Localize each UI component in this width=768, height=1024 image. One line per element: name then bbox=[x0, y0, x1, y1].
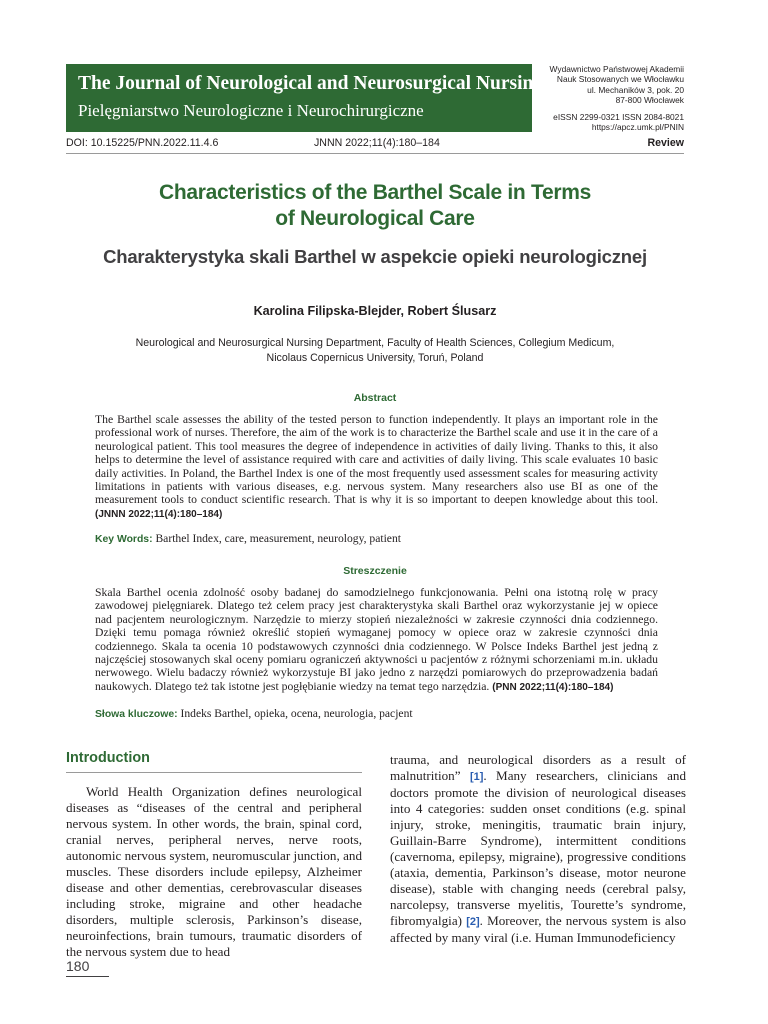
keywords: Barthel Index, care, measurement, neurology, patient bbox=[155, 532, 401, 545]
introduction-heading: Introduction bbox=[66, 750, 150, 766]
reference-link[interactable]: [2] bbox=[466, 916, 480, 928]
streszczenie-body: Skala Barthel ocenia zdolność osoby badanej do samodzielnego funkcjonowania. Pełni ona istotną rolę w pracy zawodowej pielęgniarek. Dlatego też celem pracy jest charakterystyka skali Barthel oraz wykorzystanie jej w opiece nad pacjentem neurologicznym. Narzędzie to mierzy stopień niezależności w zakresie czynności dnia codziennego. Dzięki temu pomaga również określić stopień wymaganej pomocy w opiece oraz w zakresie czynności dnia codziennego. Skala ta ocenia 10 podstawowych czynności dnia codziennego. W Polsce Indeks Barthel jest jedną z najczęściej stosowanych skal oceny pomiaru ograniczeń aktywności u pacjentów z różnymi schorzeniami m.in. układu nerwowego. Wielu badaczy również wykorzystuje BI jako jedno z narzędzi pomiarowych do przeprowadzenia badań naukowych. Dlatego też tak istotne jest pogłębianie wiedzy na temat tego narzędzia. bbox=[95, 586, 658, 693]
article-title bbox=[66, 180, 684, 232]
journal-url[interactable]: https://apcz.umk.pl/PNIN bbox=[591, 122, 684, 133]
publisher-line: Wydawnictwo Państwowej Akademii bbox=[549, 64, 684, 74]
doi[interactable]: DOI: 10.15225/PNN.2022.11.4.6 bbox=[66, 137, 219, 149]
journal-subtitle: Pielęgniarstwo Neurologiczne i Neurochirurgiczne bbox=[78, 101, 424, 120]
keywords-label-pl: Słowa kluczowe: bbox=[95, 709, 178, 720]
article-title-polish: Charakterystyka skali Barthel w aspekcie opieki neurologicznej bbox=[103, 246, 647, 267]
abstract-body: The Barthel scale assesses the ability of the tested person to function independently. It plays an important role in the professional work of nurses. Therefore, the aim of the work is to characterize the Barthel scale and use it in the care of a neurological patient. This tool measures the degree of independence in activities of daily living. Thanks to this, it also helps to determine the level of assistance required with care and activities of daily living. This scale evaluates 10 basic daily activities. In Poland, the Barthel Index is one of the most frequently used assessment scales for measuring activity limitations in patients with various diseases, e.g. nervous system. Many researchers also use BI as one of the measurement tools to conduct scientific research. That is why it is so important to deepen knowledge about this tool. bbox=[95, 413, 658, 507]
introduction-left-column: World Health Organization defines neurological diseases as “diseases of the central and peripheral nervous system. In other words, the brain, spinal cord, cranial nerves, peripheral nerves, nerve roots, autonomic nervous system, neuromuscular junction, and muscles. These disorders include epilepsy, Alzheimer disease and other dementias, cerebrovascular diseases including stroke, migraine and other headache disorders, multiple sclerosis, Parkinson’s disease, neuroinfections, brain tumours, traumatic disorders of the nervous system due to head bbox=[66, 784, 362, 959]
intro-text: . Many researchers, clinicians and doctors promote the division of neurological diseases into 4 categories: sudden onset conditions (e.g. spinal injury, stroke, meningitis, traumatic brain injury, Guillain-Barre Syndrome), intermittent conditions (cavernoma, epilepsy, migraine), progressive conditions (ataxia, dementia, Parkinson’s disease, motor neurone disease), stable with changing needs (cerebral palsy, narcolepsy, transverse myelitis, Tourette’s syndrome, fibromyalgia) bbox=[390, 768, 686, 928]
streszczenie-keywords bbox=[95, 707, 658, 722]
abstract-heading: Abstract bbox=[353, 392, 397, 404]
page-number: 180 bbox=[66, 958, 90, 974]
article-type: Review bbox=[647, 137, 684, 149]
abstract-keywords bbox=[95, 532, 658, 547]
meta-bar bbox=[66, 136, 684, 154]
affiliation-line: Nicolaus Copernicus University, Toruń, Poland bbox=[266, 351, 484, 364]
authors: Karolina Filipska-Blejder, Robert Ślusarz bbox=[253, 304, 497, 318]
abstract-text bbox=[95, 413, 658, 521]
streszczenie-heading: Streszczenie bbox=[343, 565, 407, 577]
affiliation-line: Neurological and Neurosurgical Nursing Department, Faculty of Health Sciences, Collegium Medicum, bbox=[135, 337, 615, 349]
affiliation bbox=[66, 336, 684, 365]
journal-title: The Journal of Neurological and Neurosurgical Nursing bbox=[78, 73, 544, 94]
page-number-underline bbox=[66, 976, 109, 977]
streszczenie-citation: (PNN 2022;11(4):180–184) bbox=[492, 681, 614, 693]
section-divider bbox=[66, 772, 362, 773]
issn: eISSN 2299-0321 ISSN 2084-8021 bbox=[553, 112, 684, 122]
publisher-line: Nauk Stosowanych we Włocławku bbox=[556, 74, 684, 85]
citation: JNNN 2022;11(4):180–184 bbox=[314, 137, 440, 149]
issn-block bbox=[540, 112, 684, 133]
reference-link[interactable]: [1] bbox=[469, 771, 484, 783]
streszczenie-text bbox=[95, 586, 658, 694]
intro-text: . Moreover, the nervous system is also affected by many viral (i.e. Human Immunodeficiency bbox=[390, 913, 686, 945]
publisher-line: ul. Mechaników 3, pok. 20 bbox=[587, 84, 684, 95]
article-title-line: of Neurological Care bbox=[275, 207, 475, 230]
keywords-label: Key Words: bbox=[95, 534, 153, 545]
introduction-right-column bbox=[390, 752, 686, 946]
abstract-citation: (JNNN 2022;11(4):180–184) bbox=[95, 508, 223, 520]
publisher-line: 87-800 Włocławek bbox=[615, 95, 684, 106]
intro-text: trauma, and neurological disorders as a result of malnutrition” bbox=[390, 752, 686, 783]
publisher-address bbox=[540, 64, 684, 106]
keywords-pl: Indeks Barthel, opieka, ocena, neurologia, pacjent bbox=[180, 707, 413, 720]
article-title-line: Characteristics of the Barthel Scale in Terms bbox=[159, 181, 591, 204]
